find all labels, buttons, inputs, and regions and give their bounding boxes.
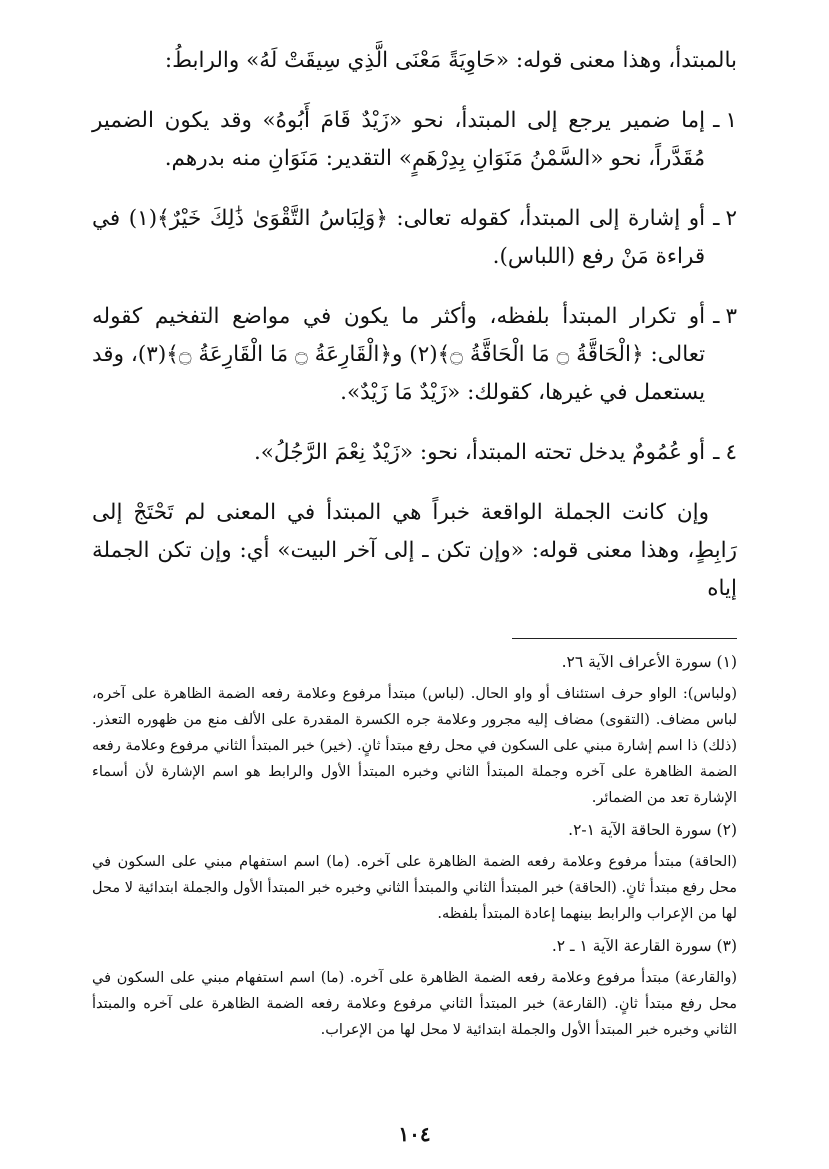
item-dash: ـ [713, 108, 720, 133]
list-item-2 [92, 200, 737, 276]
footnote-note-1: (ولباس): الواو حرف استئناف أو واو الحال. (لباس) مبتدأ مرفوع وعلامة رفعه الضمة الظاهرة على آخره، لباس مضاف. (التقوى) مضاف إليه مجرور وعلامة جره الكسرة المقدرة على الألف منع من ظهوره التعذر. (ذلك) ذا اسم إشارة مبني على السكون في محل رفع مبتدأ ثانٍ. (خير) خبر المبتدأ الثاني مرفوع وعلامة رفعه الضمة الظاهرة على آخره وجملة المبتدأ الثاني وخبره المبتدأ الأول والرابط هو اسم الإشارة لأن أسماء الإشارة تعد من الضمائر. [92, 686, 737, 806]
footnote-note-2: (الحاقة) مبتدأ مرفوع وعلامة رفعه الضمة الظاهرة على آخره. (ما) اسم استفهام مبني على السكون في محل رفع مبتدأ ثانٍ. (الحاقة) خبر المبتدأ الثاني والمبتدأ الثاني وخبره خبر المبتدأ الأول والجملة ابتدائية لا محل لها من الإعراب والرابط بينهما إعادة المبتدأ بلفظه. [92, 854, 737, 922]
item-dash: ـ [713, 206, 720, 231]
item-number: ١ [725, 108, 737, 133]
item-dash: ـ [713, 304, 720, 329]
footnotes [92, 649, 737, 1043]
footnote-ref-1: (١) سورة الأعراف الآية ٢٦. [561, 653, 737, 671]
footnote-note-3: (والقارعة) مبتدأ مرفوع وعلامة رفعه الضمة الظاهرة على آخره. (ما) اسم استفهام مبني على السكون في محل رفع مبتدأ ثانٍ. (القارعة) خبر المبتدأ الثاني مرفوع وعلامة رفعه الضمة الظاهرة على آخره والمبتدأ الثاني وخبره خبر المبتدأ الأول والجملة ابتدائية لا محل لها من الإعراب. [92, 970, 737, 1038]
item-number: ٤ [725, 440, 737, 465]
footnote-ref-3: (٣) سورة القارعة الآية ١ ـ ٢. [551, 937, 737, 955]
footnote-divider [512, 638, 737, 639]
closing-paragraph: وإن كانت الجملة الواقعة خبراً هي المبتدأ في المعنى لم تَحْتَجْ إلى رَابِطٍ، وهذا معنى قوله: «وإن تكن ـ إلى آخر البيت» أي: وإن تكن الجملة إياه [92, 500, 737, 601]
item-text: أو إشارة إلى المبتدأ، كقوله تعالى: ﴿وَلِبَاسُ التَّقْوَىٰ ذَٰلِكَ خَيْرٌ﴾(١) في قراءة مَنْ رفع (اللباس). [92, 206, 706, 269]
item-text: أو عُمُومٌ يدخل تحته المبتدأ، نحو: «زَيْدٌ نِعْمَ الرَّجُلُ». [253, 440, 706, 465]
list-item-1 [92, 102, 737, 178]
intro-paragraph: بالمبتدأ، وهذا معنى قوله: «حَاوِيَةً مَعْنَى الَّذِي سِيقَتْ لَهُ» والرابطُ: [164, 48, 737, 73]
list-item-3 [92, 298, 737, 412]
item-number: ٣ [725, 304, 737, 329]
item-text: أو تكرار المبتدأ بلفظه، وأكثر ما يكون في مواضع التفخيم كقوله تعالى: ﴿الْحَاقَّةُ ۝ مَا الْحَاقَّةُ ۝﴾(٢) و﴿الْقَارِعَةُ ۝ مَا الْقَارِعَةُ ۝﴾(٣)، وقد يستعمل في غيرها، كقولك: «زَيْدٌ مَا زَيْدٌ». [92, 304, 706, 405]
item-number: ٢ [725, 206, 737, 231]
footnote-ref-2: (٢) سورة الحاقة الآية ١-٢. [568, 821, 737, 839]
page-number: ١٠٤ [398, 1122, 431, 1146]
item-text: إما ضمير يرجع إلى المبتدأ، نحو «زَيْدٌ قَامَ أَبُوهُ» وقد يكون الضمير مُقَدَّراً، نحو «السَّمْنُ مَنَوَانِ بِدِرْهَمٍ» التقدير: مَنَوَانِ منه بدرهم. [92, 108, 706, 171]
page [92, 42, 737, 1146]
list-item-4 [92, 434, 737, 472]
item-dash: ـ [713, 440, 720, 465]
